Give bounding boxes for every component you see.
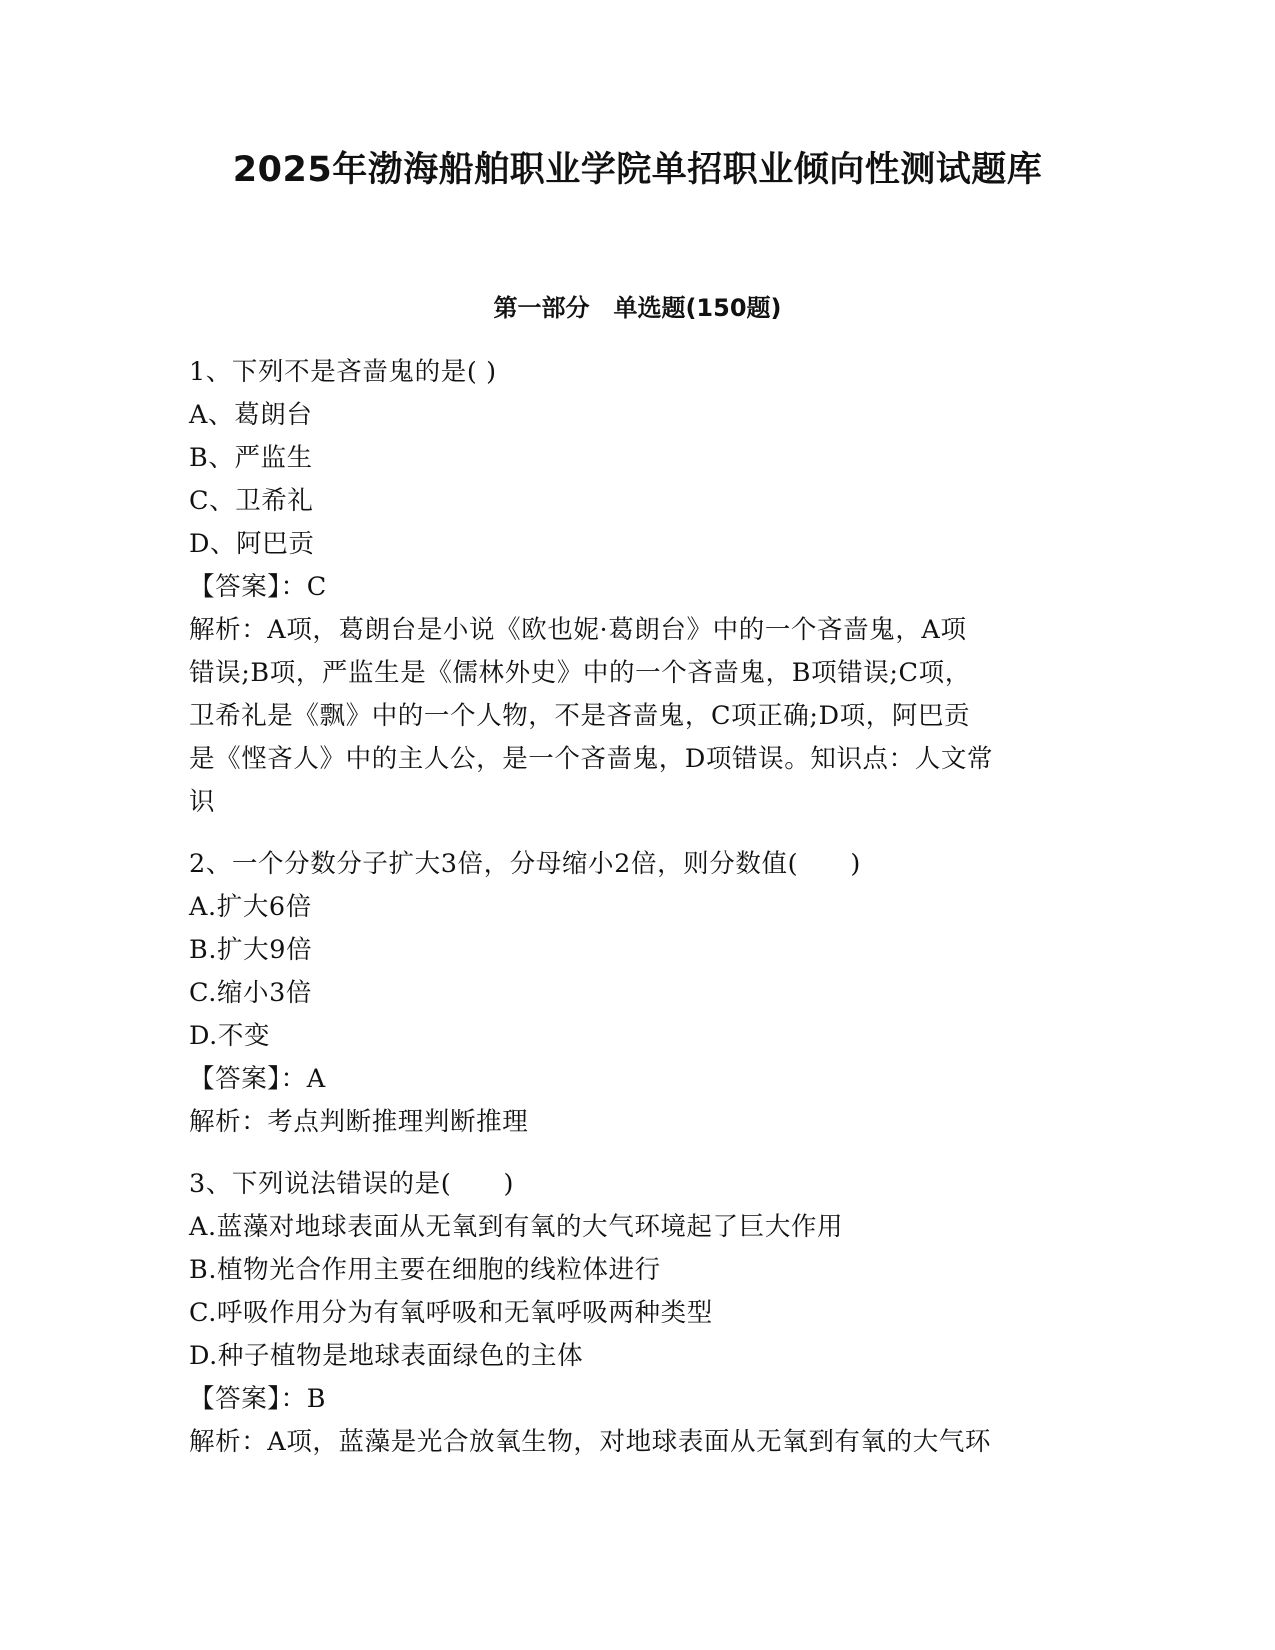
option-d: D.种子植物是地球表面绿色的主体 [189,1341,584,1371]
question-3 [189,1163,1089,1464]
option-b: B、严监生 [189,443,313,473]
answer-label: 【答案】：C [189,572,327,602]
analysis-line: 解析：A项，蓝藻是光合放氧生物，对地球表面从无氧到有氧的大气环 [189,1427,992,1457]
option-c: C.缩小3倍 [189,978,313,1008]
option-d: D.不变 [189,1021,271,1051]
section-title: 第一部分 单选题(150题) [493,294,782,322]
option-d: D、阿巴贡 [189,529,315,559]
option-b: B.扩大9倍 [189,935,313,965]
analysis-line: 是《悭吝人》中的主人公，是一个吝啬鬼，D项错误。知识点：人文常 [189,744,994,774]
answer-label: 【答案】：A [189,1064,326,1094]
question-list [189,351,1089,1464]
question-1 [189,351,1089,824]
option-c: C.呼吸作用分为有氧呼吸和无氧呼吸两种类型 [189,1298,713,1328]
document-title: 2025年渤海船舶职业学院单招职业倾向性测试题库 [232,150,1043,190]
analysis-line: 识 [189,787,216,817]
option-c: C、卫希礼 [189,486,314,516]
question-2 [189,843,1089,1144]
analysis-line: 卫希礼是《飘》中的一个人物，不是吝啬鬼，C项正确;D项，阿巴贡 [189,701,971,731]
question-stem: 2、一个分数分子扩大3倍，分母缩小2倍，则分数值( ) [189,849,861,879]
analysis-line: 解析：A项，葛朗台是小说《欧也妮·葛朗台》中的一个吝啬鬼，A项 [189,615,967,645]
option-a: A.扩大6倍 [189,892,312,922]
question-stem: 3、下列说法错误的是( ) [189,1169,515,1199]
option-b: B.植物光合作用主要在细胞的线粒体进行 [189,1255,661,1285]
question-stem: 1、下列不是吝啬鬼的是( ) [189,357,497,387]
answer-label: 【答案】：B [189,1384,327,1414]
option-a: A.蓝藻对地球表面从无氧到有氧的大气环境起了巨大作用 [189,1212,844,1242]
analysis-line: 错误;B项，严监生是《儒林外史》中的一个吝啬鬼，B项错误;C项， [189,658,971,688]
option-a: A、葛朗台 [189,400,313,430]
analysis-line: 解析：考点判断推理判断推理 [189,1107,529,1137]
